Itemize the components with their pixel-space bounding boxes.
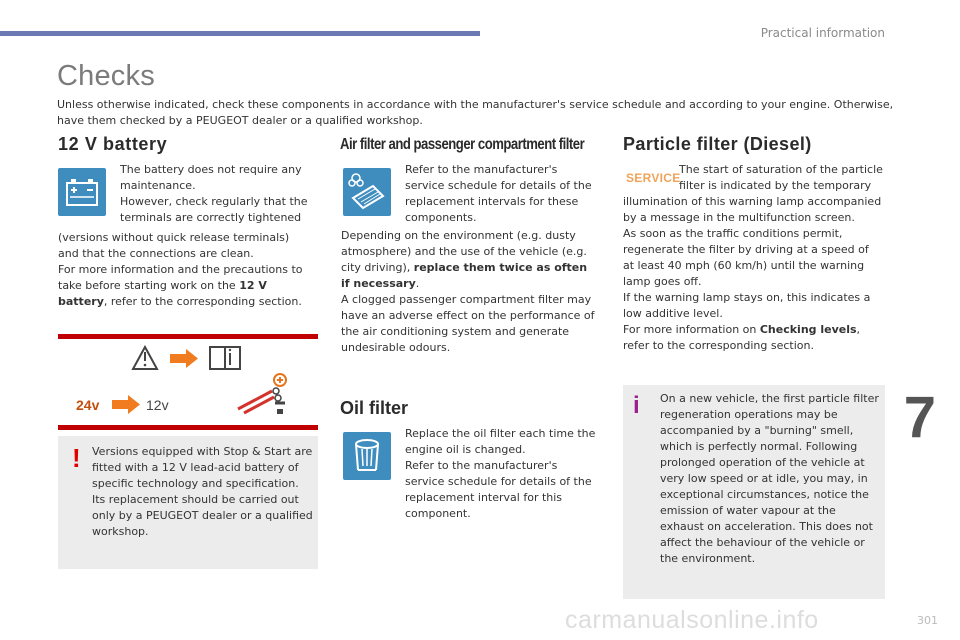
air-filter-heading: Air filter and passenger compartment filter (340, 136, 585, 153)
label-24v: 24v (76, 397, 100, 413)
chapter-number: 7 (903, 385, 936, 450)
battery-text-1: The battery does not require any maintenance. (120, 163, 302, 192)
particle-info-text: On a new vehicle, the first particle filter regeneration operations may be accompanied by a "burning" smell, which is perfectly normal. Following prolonged operation of the vehicle at very low speed or at idle, you may, in exceptional circumstances, notice the emission of water vapour at the exhaust on acceleration. This does not affect the behaviour of the vehicle or the environment. (660, 392, 879, 565)
particle-filter-heading: Particle filter (Diesel) (623, 134, 812, 154)
particle-text-2: As soon as the traffic conditions permit, regenerate the filter by driving at a speed of at least 40 mph (60 km/h) until the warning lamp goes off. (623, 227, 869, 288)
info-icon: i (633, 392, 640, 419)
oil-filter-icon (343, 432, 391, 480)
warning-exclamation-icon: ! (72, 443, 81, 473)
page-title: Checks (57, 60, 155, 92)
oil-filter-heading: Oil filter (340, 398, 409, 418)
service-warning-lamp: SERVICE (626, 171, 681, 185)
watermark: carmanualsonline.info (565, 606, 819, 634)
warning-triangle-icon (133, 347, 157, 369)
battery-text-2b: (versions without quick release terminals) and that the connections are clean. (58, 231, 290, 260)
stop-start-warning-text: Versions equipped with Stop & Start are fitted with a 12 V lead-acid battery of specific technology and specification. Its replacement should be carried out only by a PEUGEOT dealer or a qualified workshop. (92, 445, 313, 538)
particle-text-1a: The start of saturation of the particle filter is indicated by the temporary (679, 163, 883, 192)
battery-diagram (58, 334, 318, 430)
particle-text-4: For more information on Checking levels, refer to the corresponding section. (623, 323, 861, 352)
manual-book-icon (210, 347, 240, 369)
air-filter-text-2: Depending on the environment (e.g. dusty atmosphere) and the use of the vehicle (e.g. city driving), replace them twice as often if necessary. (341, 229, 588, 290)
battery-text-2a: However, check regularly that the terminals are correctly tightened (120, 195, 308, 224)
header-bar (0, 31, 480, 36)
air-filter-icon (343, 168, 391, 216)
jump-leads-icon (238, 388, 281, 413)
section-title: Practical information (760, 26, 885, 40)
particle-text-1b: illumination of this warning lamp accompanied by a message in the multifunction screen. (623, 195, 882, 224)
arrow-right-icon (170, 349, 198, 368)
particle-text-3: If the warning lamp stays on, this indicates a low additive level. (623, 291, 871, 320)
car-battery-icon (58, 168, 106, 216)
intro-paragraph: Unless otherwise indicated, check these components in accordance with the manufacturer's service schedule and according to your engine. Otherwise, have them checked by a PEUGEOT dealer or a qualified workshop. (57, 98, 894, 127)
battery-text-3: For more information and the precautions to take before starting work on the 12 V battery, refer to the corresponding section. (58, 263, 303, 308)
battery-heading: 12 V battery (58, 134, 168, 154)
label-12v: 12v (146, 397, 169, 413)
page-number: 301 (917, 614, 938, 627)
arrow-right-icon (112, 395, 140, 414)
air-filter-text-3: A clogged passenger compartment filter may have an adverse effect on the performance of the air conditioning system and generate undesirable odours. (341, 293, 595, 354)
oil-filter-text-1: Replace the oil filter each time the engine oil is changed. (405, 427, 596, 456)
oil-filter-text-2: Refer to the manufacturer's service schedule for details of the replacement interval for this component. (405, 459, 592, 520)
air-filter-text-1: Refer to the manufacturer's service schedule for details of the replacement intervals for these components. (405, 163, 592, 224)
